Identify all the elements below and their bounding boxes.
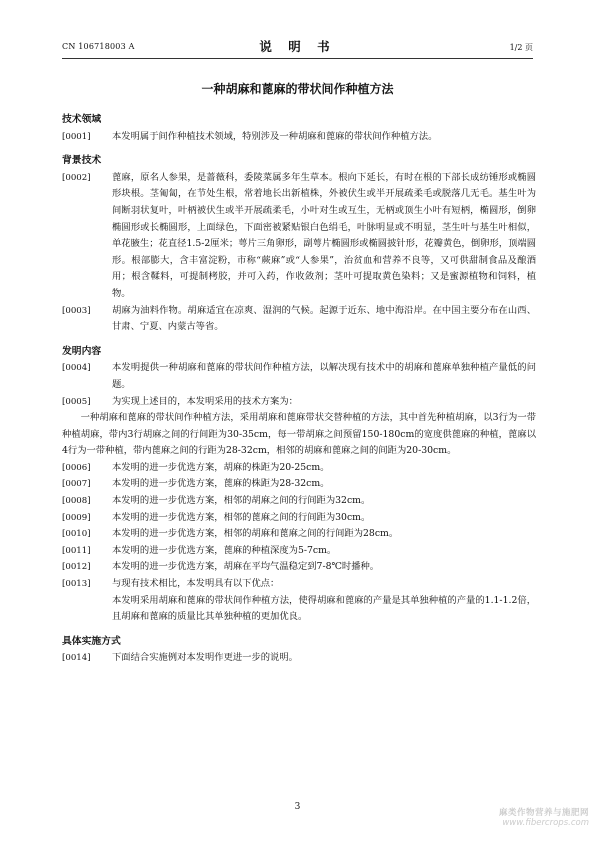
watermark-site-name: 麻类作物营养与施肥网 (498, 808, 589, 818)
paragraph (62, 170, 536, 303)
paragraph-text: 本发明提供一种胡麻和蓖麻的带状间作种植方法，以解决现有技术中的胡麻和蓖麻单独种植产量低的问题。 (112, 362, 536, 390)
document-title: 一种胡麻和蓖麻的带状间作种植方法 (201, 82, 394, 96)
paragraph (62, 394, 536, 411)
paragraph-number: [0006] (62, 462, 91, 473)
paragraph (62, 543, 536, 560)
paragraph (62, 559, 536, 576)
paragraph-number: [0008] (62, 496, 91, 507)
paragraph (62, 493, 536, 510)
paragraph-number: [0004] (62, 363, 91, 374)
patent-number: CN 106718003 A (62, 42, 135, 51)
paragraph-number: [0012] (62, 562, 91, 573)
paragraph (62, 650, 536, 667)
paragraph (62, 476, 536, 493)
paragraph-number: [0010] (62, 529, 91, 540)
paragraph (62, 129, 536, 146)
paragraph-text-continued: 一种胡麻和蓖麻的带状间作种植方法，采用胡麻和蓖麻带状交替种植的方法，其中首先种植胡麻，以3行为一带种植胡麻，带内3行胡麻之间的行间距为30-35cm，每一带胡麻之间预留150-180cm的宽度供蓖麻的种植，蓖麻以4行为一带种植，带内蓖麻之间的行距为28-32cm，相邻的胡麻和蓖麻之间的间距为20-30cm。 (62, 412, 536, 457)
paragraph-text: 为实现上述目的，本发明采用的技术方案为： (112, 395, 298, 407)
paragraph-text: 本发明的进一步优选方案，相邻的蓖麻之间的行间距为30cm。 (112, 511, 371, 523)
paragraph-text: 蓖麻，原名人参果，是蔷薇科，委陵菜属多年生草本。根向下延长，有时在根的下部长成纺锤形或椭圆形块根。茎匍匐，在节处生根，常着地长出新植株，外被伏生或半开展疏柔毛或脱落几无毛。基生叶为间断羽状复叶，叶柄被伏生或半开展疏柔毛，小叶对生或互生，无柄或顶生小叶有短柄，椭圆形，倒卵椭圆形或长椭圆形，上面绿色，下面密被紧贴银白色绢毛，叶脉明显或不明显，茎生叶与基生叶相似，单花腋生；花直径1.5-2厘米；萼片三角卵形，副萼片椭圆形或椭圆披针形，花瓣黄色，倒卵形，顶端圆形。根部膨大，含丰富淀粉，市称“蕨麻”或“人参果”，治贫血和营养不良等，又可供甜制食品及酿酒用；根含鞣料，可提制栲胶，并可入药，作收敛剂；茎叶可提取黄色染料；又是蜜源植物和饲料，植物。 (112, 171, 536, 299)
section-heading-embodiments: 具体实施方式 (62, 635, 121, 647)
paragraph-text: 本发明的进一步优选方案，胡麻在平均气温稳定到7-8℃时播种。 (112, 561, 380, 573)
header-divider (62, 58, 533, 59)
paragraph-number: [0013] (62, 579, 91, 590)
paragraph (62, 526, 536, 543)
paragraph-text: 胡麻为油料作物。胡麻适宜在凉爽、湿润的气候。起源于近东、地中海沿岸。在中国主要分布在山西、甘肃、宁夏、内蒙古等省。 (112, 304, 536, 333)
paragraph-text: 本发明的进一步优选方案，相邻的胡麻和蓖麻之间的行间距为28cm。 (112, 528, 399, 540)
paragraph-number: [0002] (62, 172, 91, 183)
paragraph (62, 510, 536, 527)
watermark (499, 806, 589, 828)
paragraph-number: [0003] (62, 305, 91, 316)
paragraph-text: 本发明的进一步优选方案，相邻的胡麻之间的行间距为32cm。 (112, 495, 371, 507)
paragraph (62, 460, 536, 477)
paragraph-number: [0011] (62, 545, 91, 556)
section-heading-background: 背景技术 (62, 155, 102, 167)
paragraph-text: 本发明的进一步优选方案，胡麻的株距为20-25cm。 (112, 461, 330, 473)
paragraph-text: 本发明的进一步优选方案，蓖麻的种植深度为5-7cm。 (112, 544, 337, 556)
document-type: 说 明 书 (259, 39, 336, 54)
paragraph-text: 与现有技术相比，本发明具有以下优点： (112, 578, 280, 590)
paragraph-number: [0005] (62, 396, 91, 407)
paragraph-text: 本发明属于间作种植技术领域，特别涉及一种胡麻和蓖麻的带状间作种植方法。 (112, 130, 438, 142)
paragraph-number: [0009] (62, 512, 91, 523)
paragraph-text: 下面结合实施例对本发明作更进一步的说明。 (112, 652, 298, 664)
paragraph-number: [0007] (62, 479, 91, 490)
watermark-url: www.fibercrops.com (502, 818, 589, 828)
paragraph-number: [0014] (62, 653, 91, 664)
paragraph (62, 303, 536, 336)
section-heading-technical-field: 技术领域 (62, 114, 102, 125)
paragraph-number: [0001] (62, 131, 91, 142)
page-number: 3 (294, 802, 301, 812)
paragraph-text: 本发明的进一步优选方案，蓖麻的株距为28-32cm。 (112, 478, 330, 490)
document-body (62, 112, 536, 667)
section-heading-summary: 发明内容 (62, 345, 102, 357)
page-header (62, 37, 533, 57)
paragraph (62, 576, 536, 593)
paragraph (62, 593, 536, 626)
page-indicator: 1/2 页 (509, 43, 533, 52)
paragraph (62, 360, 536, 393)
paragraph-text: 本发明采用胡麻和蓖麻的带状间作种植方法，使得胡麻和蓖麻的产量是其单独种植的产量的1.1-1.2倍，且胡麻和蓖麻的质量比其单独种植的更加优良。 (112, 594, 536, 623)
